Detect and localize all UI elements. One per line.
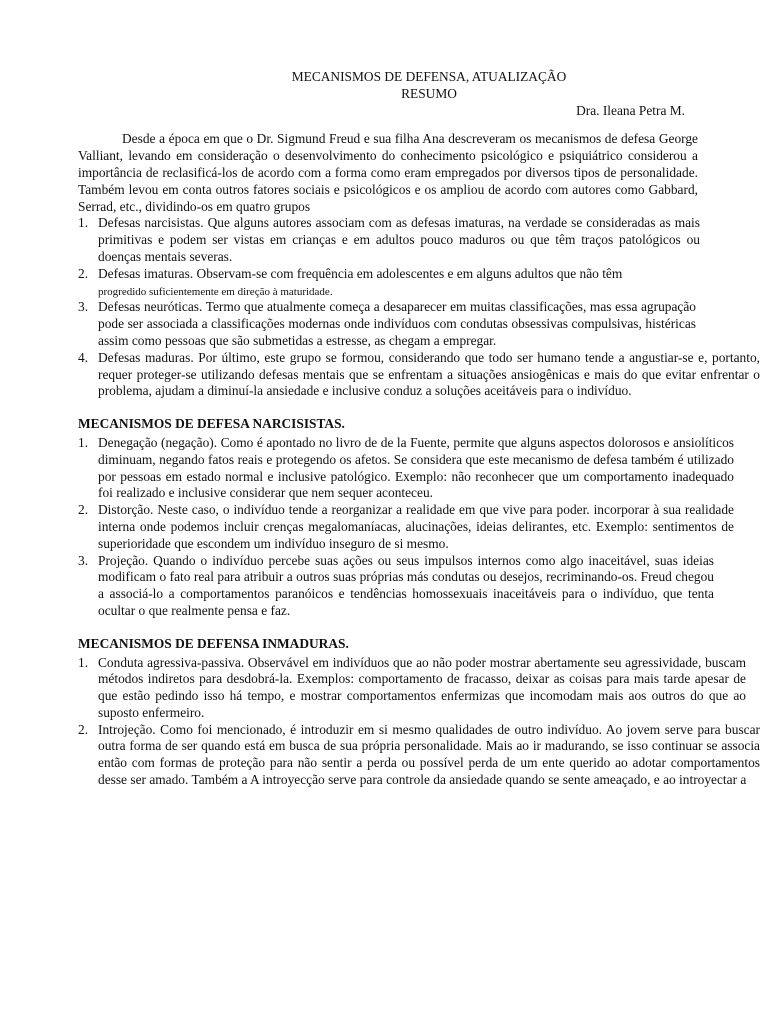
list-item xyxy=(78,215,700,265)
list-item-text: Projeção. Quando o indivíduo percebe suas ações ou seus impulsos internos como algo inaceitável, suas ideias modificam o fato real para atribuir a outros suas próprias más condutas ou desejos, recriminando-os. Freud chegou a associá-lo a comportamentos paranóicos e tendências homossexuais inaceitáveis para o indivíduo, que tenta ocultar o que realmente pensa e faz. xyxy=(98,552,714,618)
list-item-text: Defesas imaturas. Observam-se com frequência em adolescentes e em alguns adultos que não têm xyxy=(98,265,623,281)
list-item xyxy=(78,553,714,620)
list-item-number: 1. xyxy=(78,434,89,450)
section-heading-inmaduras: MECANISMOS DE DEFENSA INMADURAS. xyxy=(78,635,349,651)
groups-list xyxy=(78,215,760,400)
list-item xyxy=(78,350,760,400)
list-item-number: 1. xyxy=(78,654,89,670)
list-item-text: Denegação (negação). Como é apontado no livro de de la Fuente, permite que alguns aspectos dolorosos e ansiolíticos diminuam, negando fatos reais e protegendo os afetos. Se considera que este mecanismo de defesa também é utilizado por pessoas em estado normal e inclusive patológico. Exemplo: não reconhecer que um comportamento inadequado foi realizado e inclusive considerar que nem sequer aconteceu. xyxy=(98,434,734,501)
list-item-text: Distorção. Neste caso, o indivíduo tende a reorganizar a realidade em que vive para poder. incorporar à sua realidade interna onde podemos incluir crenças megalomaníacas, alucinações, ideias delirantes, etc. Exemplo: sentimentos de superioridade que escondem um indivíduo inseguro de si mesmo. xyxy=(98,502,734,551)
list-item xyxy=(78,435,734,502)
list-item xyxy=(78,722,760,789)
list-item-number: 1. xyxy=(78,215,89,231)
list-item-text: Defesas maduras. Por último, este grupo se formou, considerando que todo ser humano tende a angustiar-se e, portanto, requer proteger-se utilizando defesas mentais que se enfrentam a situações ansiogênicas e mais do que evitar enfrentar o problema, ajudam a diminuí-la ansiedade e inclusive conduz a soluções aceitáveis para o indivíduo. xyxy=(98,349,760,399)
list-item-number: 4. xyxy=(78,349,89,365)
list-item xyxy=(78,502,734,552)
list-item-text: Conduta agressiva-passiva. Observável em indivíduos que ao não poder mostrar abertamente seu agressividade, buscam métodos indiretos para desdobrá-la. Exemplos: comportamento de fracasso, deixar as coisas para mais tarde apesar de que estão pedindo isso há tempo, e mostrar comportamentos enfermizas que incomodam mais aos outros do que ao suposto enfermeiro. xyxy=(98,654,746,720)
list-item-number: 2. xyxy=(78,265,89,281)
section-heading-narcisistas: MECANISMOS DE DEFESA NARCISISTAS. xyxy=(78,416,345,432)
list-item-number: 2. xyxy=(78,721,89,737)
document-title-line1: MECANISMOS DE DEFENSA, ATUALIZAÇÃO xyxy=(291,69,567,84)
list-item-text-small: progredido suficientemente em direção à maturidade. xyxy=(98,285,333,298)
document-author: Dra. Ileana Petra M. xyxy=(576,102,685,118)
document-title-line2: RESUMO xyxy=(401,85,457,101)
document-page xyxy=(78,69,760,789)
list-item-text: Introjeção. Como foi mencionado, é introduzir em si mesmo qualidades de outro indivíduo. Ao jovem serve para buscar outra forma de ser quando está em busca de sua própria personalidade. Mais ao ir madurando, se isso continuar se associa então com formas de proteção para não sentir a perda ou possível perda de um ente querido ao adotar comportamentos desse ser amado. Também a A introyecção serve para controle da ansiedade quando se sente ameaçado, e ao introyectar a xyxy=(98,721,760,788)
list-item-text: Defesas narcisistas. Que alguns autores associam com as defesas imaturas, na verdade se consideradas as mais primitivas e podem ser vistas em crianças e em adultos pouco maduros ou que têm traços patológicos ou doenças mentais severas. xyxy=(98,215,700,264)
list-item xyxy=(78,266,760,300)
list-item-number: 3. xyxy=(78,299,89,315)
list-item-text: Defesas neuróticas. Termo que atualmente começa a desaparecer em muitas classificações, mas essa agrupação pode ser associada a classificações modernas onde indivíduos com condutas obsessivas compulsivas, histéricas assim como pessoas que são submetidas a estresse, as chegam a empregar. xyxy=(98,299,696,348)
narcissistic-list xyxy=(78,435,734,620)
intro-paragraph: Desde a época em que o Dr. Sigmund Freud e sua filha Ana descreveram os mecanismos de defesa George Valliant, levando em consideração o desenvolvimento do conhecimento psicológico e psiquiátrico considerou a importância de reclasificá-los de acordo com a forma como eram empregados por diversos tipos de personalidade. Também levou em conta outros fatores sociais e psicológicos e os ampliou de acordo com autores como Gabbard, Serrad, etc., dividindo-os em quatro grupos xyxy=(78,131,698,214)
list-item-number: 3. xyxy=(78,552,89,568)
list-item xyxy=(78,299,696,349)
list-item xyxy=(78,655,746,722)
list-item-number: 2. xyxy=(78,502,89,518)
immature-list xyxy=(78,654,760,789)
